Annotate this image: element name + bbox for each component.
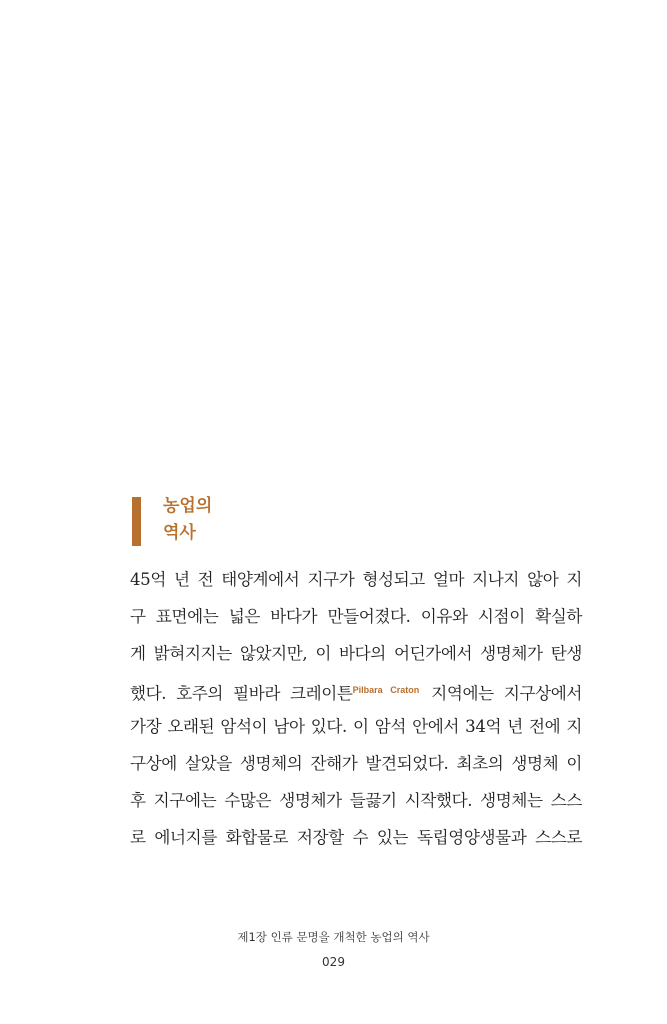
pilbara-craton-annotation: Pilbara Craton bbox=[352, 685, 420, 696]
heading-accent-bar bbox=[132, 497, 141, 546]
body-paragraph bbox=[130, 562, 582, 856]
body-line: 로 에너지를 화합물로 저장할 수 있는 독립영양생물과 스스로 bbox=[130, 827, 582, 847]
body-line: 구 표면에는 넓은 바다가 만들어졌다. 이유와 시점이 확실하 bbox=[130, 606, 582, 626]
body-line: 45억 년 전 태양계에서 지구가 형성되고 얼마 지나지 않아 지 bbox=[130, 570, 582, 589]
body-line-4-head: 했다. 호주의 필바라 크레이튼 bbox=[130, 684, 353, 704]
section-title bbox=[163, 493, 212, 547]
body-line: 구상에 살았을 생명체의 잔해가 발견되었다. 최초의 생명체 이 bbox=[130, 753, 582, 773]
running-footer-title: 제1장 인류 문명을 개척한 농업의 역사 bbox=[237, 930, 430, 944]
body-line: 가장 오래된 암석이 남아 있다. 이 암석 안에서 34억 년 전에 지 bbox=[130, 717, 582, 737]
body-line-with-annotation bbox=[130, 672, 582, 709]
section-heading bbox=[132, 493, 212, 547]
section-title-line-2: 역사 bbox=[163, 523, 196, 543]
body-line: 후 지구에는 수많은 생명체가 들끓기 시작했다. 생명체는 스스 bbox=[130, 790, 582, 810]
page-number: 029 bbox=[322, 955, 345, 969]
body-line-4-tail: 지역에는 지구상에서 bbox=[421, 684, 582, 704]
section-title-line-1: 농업의 bbox=[163, 496, 213, 516]
body-line: 게 밝혀지지는 않았지만, 이 바다의 어딘가에서 생명체가 탄생 bbox=[130, 643, 582, 663]
